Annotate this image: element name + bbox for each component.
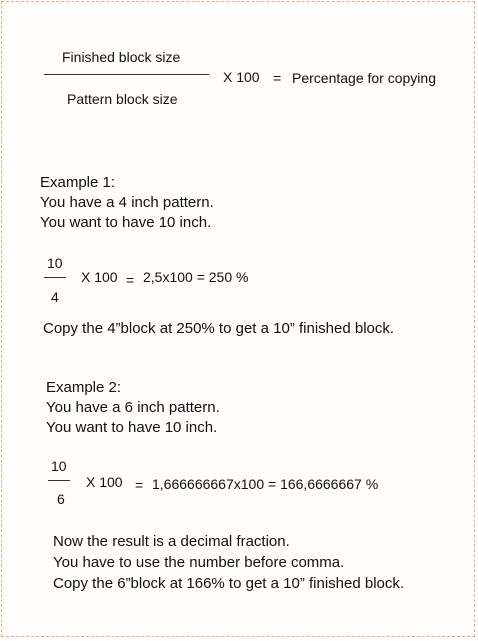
example1-conclusion: Copy the 4”block at 250% to get a 10” finished block. xyxy=(43,320,395,337)
example2-note2: You have to use the number before comma. xyxy=(53,554,345,571)
example2-denominator: 6 xyxy=(57,491,65,507)
example2-line1: You have a 6 inch pattern. xyxy=(46,399,220,416)
example2-numerator: 10 xyxy=(51,458,67,474)
example1-line2: You want to have 10 inch. xyxy=(40,214,212,231)
formula-fraction-bar xyxy=(44,74,209,75)
formula-numerator: Finished block size xyxy=(62,49,181,65)
example1-numerator: 10 xyxy=(47,255,63,271)
example2-multiplier: X 100 xyxy=(86,474,123,490)
formula-multiplier: X 100 xyxy=(223,69,260,85)
example1-heading: Example 1: xyxy=(40,174,116,191)
example1-multiplier: X 100 xyxy=(81,269,118,285)
formula-result: Percentage for copying xyxy=(292,70,436,86)
example1-denominator: 4 xyxy=(51,289,59,305)
example1-fraction-bar xyxy=(44,277,66,278)
example2-line2: You want to have 10 inch. xyxy=(46,419,218,436)
example2-heading: Example 2: xyxy=(46,379,122,396)
page xyxy=(1,1,475,637)
example1-equals: = xyxy=(126,272,135,288)
example2-note1: Now the result is a decimal fraction. xyxy=(53,533,290,550)
example2-result: 1,666666667x100 = 166,6666667 % xyxy=(152,476,379,492)
example1-line1: You have a 4 inch pattern. xyxy=(40,194,214,211)
formula-denominator: Pattern block size xyxy=(67,91,178,107)
example2-equals: = xyxy=(135,477,144,493)
example2-fraction-bar xyxy=(48,480,70,481)
formula-equals: = xyxy=(273,70,282,86)
example1-result: 2,5x100 = 250 % xyxy=(143,269,249,285)
example2-conclusion: Copy the 6”block at 166% to get a 10” finished block. xyxy=(53,575,405,592)
